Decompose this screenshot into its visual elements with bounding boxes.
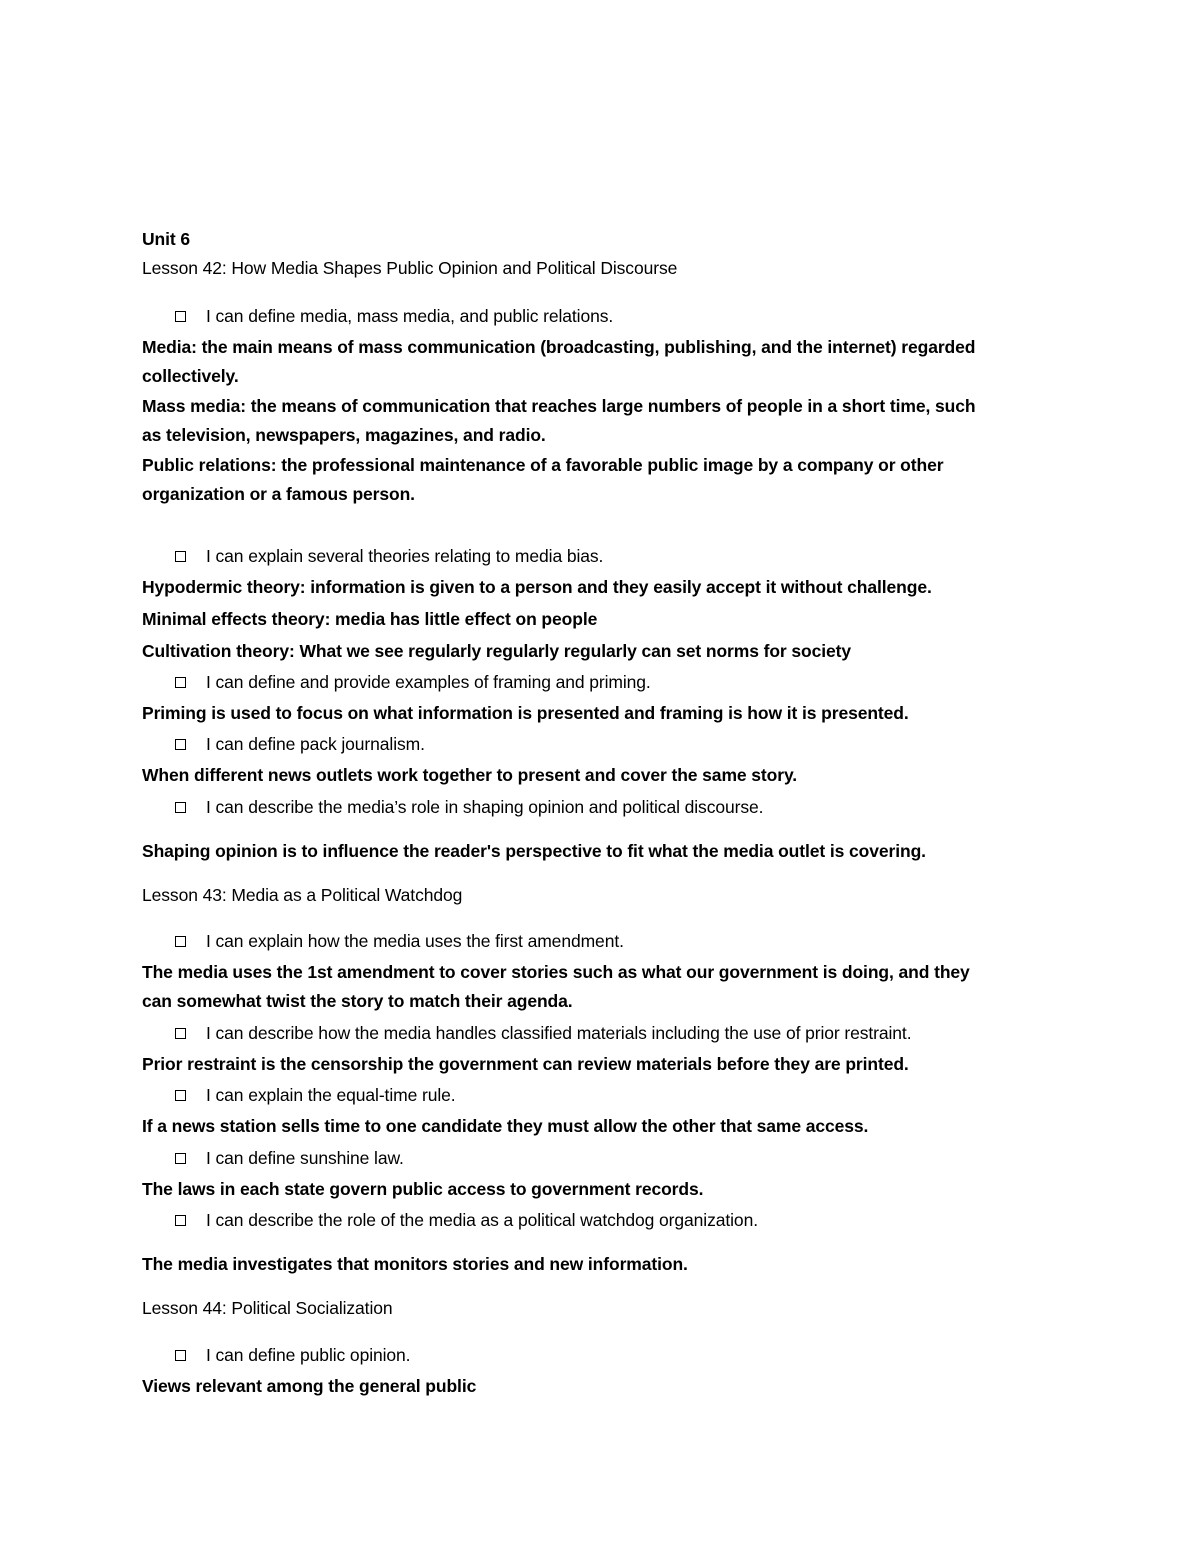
checkbox-icon[interactable] bbox=[175, 551, 186, 562]
checklist-item[interactable]: I can define media, mass media, and public relations. bbox=[175, 305, 1095, 327]
lesson-42-title: Lesson 42: How Media Shapes Public Opinion and Political Discourse bbox=[142, 258, 678, 278]
checkbox-icon[interactable] bbox=[175, 677, 186, 688]
checklist-item[interactable]: I can explain the equal-time rule. bbox=[175, 1084, 1095, 1106]
answer-text: Priming is used to focus on what information is presented and framing is how it is presented. bbox=[142, 703, 909, 723]
lesson-43-title: Lesson 43: Media as a Political Watchdog bbox=[142, 885, 463, 905]
checkbox-icon[interactable] bbox=[175, 739, 186, 750]
answer-text: The media uses the 1st amendment to cover stories such as what our government is doing, and they bbox=[142, 962, 970, 982]
answer-text: Prior restraint is the censorship the government can review materials before they are printed. bbox=[142, 1054, 909, 1074]
answer-text: Cultivation theory: What we see regularly regularly regularly can set norms for society bbox=[142, 641, 852, 661]
checkbox-icon[interactable] bbox=[175, 1153, 186, 1164]
checklist-item[interactable]: I can describe the media’s role in shaping opinion and political discourse. bbox=[175, 796, 1095, 818]
lesson-44-title: Lesson 44: Political Socialization bbox=[142, 1298, 393, 1318]
answer-text: collectively. bbox=[142, 366, 239, 386]
answer-text: When different news outlets work together to present and cover the same story. bbox=[142, 765, 798, 785]
checkbox-icon[interactable] bbox=[175, 1215, 186, 1226]
checkbox-icon[interactable] bbox=[175, 802, 186, 813]
answer-text: Public relations: the professional maintenance of a favorable public image by a company or other bbox=[142, 455, 944, 475]
checklist-item[interactable]: I can describe how the media handles classified materials including the use of prior restraint. bbox=[175, 1022, 1095, 1044]
answer-text: The laws in each state govern public access to government records. bbox=[142, 1179, 704, 1199]
answer-text: If a news station sells time to one candidate they must allow the other that same access. bbox=[142, 1116, 869, 1136]
checklist-item[interactable]: I can explain several theories relating to media bias. bbox=[175, 545, 1095, 567]
checklist-item[interactable]: I can define and provide examples of framing and priming. bbox=[175, 671, 1095, 693]
checklist-item[interactable]: I can define pack journalism. bbox=[175, 733, 1095, 755]
checklist-item[interactable]: I can define sunshine law. bbox=[175, 1147, 1095, 1169]
answer-text: Hypodermic theory: information is given to a person and they easily accept it without challenge. bbox=[142, 577, 932, 597]
checkbox-icon[interactable] bbox=[175, 1350, 186, 1361]
answer-text: Views relevant among the general public bbox=[142, 1376, 477, 1396]
unit-title: Unit 6 bbox=[142, 229, 191, 249]
checkbox-icon[interactable] bbox=[175, 1028, 186, 1039]
checkbox-icon[interactable] bbox=[175, 936, 186, 947]
answer-text: organization or a famous person. bbox=[142, 484, 415, 504]
answer-text: can somewhat twist the story to match their agenda. bbox=[142, 991, 573, 1011]
answer-text: Shaping opinion is to influence the reader's perspective to fit what the media outlet is covering. bbox=[142, 841, 926, 861]
checkbox-icon[interactable] bbox=[175, 311, 186, 322]
checklist-item[interactable]: I can describe the role of the media as a political watchdog organization. bbox=[175, 1209, 1095, 1231]
answer-text: Minimal effects theory: media has little effect on people bbox=[142, 609, 598, 629]
answer-text: as television, newspapers, magazines, and radio. bbox=[142, 425, 546, 445]
checkbox-icon[interactable] bbox=[175, 1090, 186, 1101]
answer-text: Media: the main means of mass communication (broadcasting, publishing, and the internet) regarded bbox=[142, 337, 976, 357]
answer-text: Mass media: the means of communication that reaches large numbers of people in a short time, such bbox=[142, 396, 976, 416]
checklist-item[interactable]: I can define public opinion. bbox=[175, 1344, 1095, 1366]
checklist-item[interactable]: I can explain how the media uses the first amendment. bbox=[175, 930, 1095, 952]
answer-text: The media investigates that monitors stories and new information. bbox=[142, 1254, 688, 1274]
